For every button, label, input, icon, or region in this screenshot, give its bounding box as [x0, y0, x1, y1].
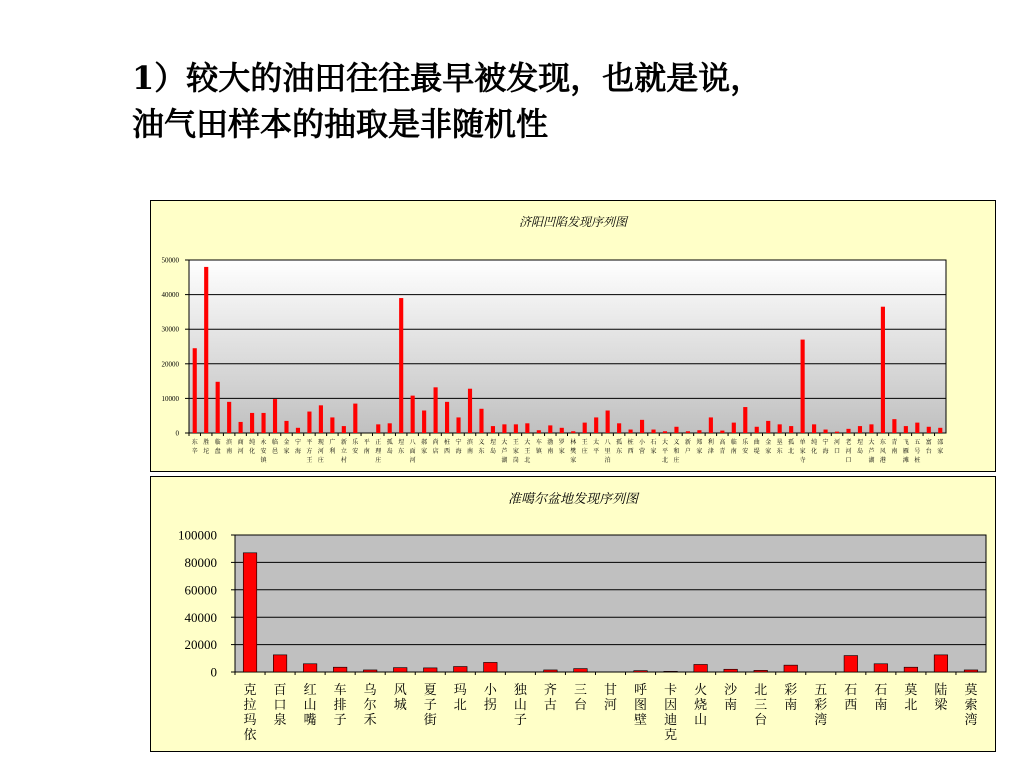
x-tick-label: 八面河 — [409, 439, 416, 464]
x-tick-label: 克拉玛依 — [243, 683, 257, 743]
bar — [778, 424, 782, 433]
x-tick-label: 桩西 — [444, 439, 451, 455]
bar — [454, 667, 468, 672]
x-tick-label: 玛北 — [453, 683, 467, 713]
bar — [537, 430, 541, 433]
x-tick-label: 临南 — [730, 439, 737, 455]
x-tick-label: 石南 — [874, 683, 888, 713]
x-tick-label: 新立村 — [340, 439, 347, 464]
bar — [754, 670, 768, 672]
bar — [617, 423, 621, 433]
x-tick-label: 郝家 — [421, 439, 428, 455]
bar — [720, 431, 724, 433]
bar — [399, 298, 403, 433]
x-tick-label: 埕岛 — [489, 439, 496, 455]
x-tick-label: 莫索湾 — [964, 683, 978, 728]
x-tick-label: 太平 — [593, 439, 600, 455]
bar — [663, 431, 667, 433]
x-tick-label: 三台 — [573, 683, 587, 713]
bar — [525, 423, 529, 433]
x-tick-label: 平南 — [363, 439, 370, 455]
bar — [574, 669, 588, 672]
bar — [333, 667, 347, 672]
bar — [239, 422, 243, 433]
x-tick-label: 临邑 — [272, 439, 279, 455]
x-tick-label: 石家 — [650, 439, 657, 455]
bar — [824, 430, 828, 433]
bar — [874, 664, 888, 672]
bar — [353, 404, 357, 433]
bar — [273, 655, 287, 672]
y-tick-label: 60000 — [184, 582, 217, 598]
x-tick-label: 老河口 — [845, 439, 852, 464]
bar — [445, 402, 449, 433]
x-tick-label: 临盘 — [214, 439, 221, 455]
x-tick-label: 曲堤 — [753, 439, 760, 455]
bar — [606, 411, 610, 433]
x-tick-label: 夏子街 — [423, 683, 437, 728]
x-tick-label: 宁海 — [822, 439, 829, 455]
x-tick-label: 义和庄 — [673, 439, 680, 464]
x-tick-label: 金家 — [283, 439, 290, 455]
x-tick-label: 王家岗 — [512, 439, 519, 464]
y-tick-label: 20000 — [184, 637, 217, 653]
bar — [812, 424, 816, 433]
x-tick-label: 红山嘴 — [303, 683, 317, 728]
bar — [904, 426, 908, 433]
x-tick-label: 大芦湖 — [868, 439, 875, 464]
x-tick-label: 乌尔禾 — [363, 683, 377, 728]
x-tick-label: 平方王 — [306, 439, 313, 464]
bar — [784, 665, 798, 672]
x-tick-label: 富台 — [925, 439, 932, 455]
x-tick-label: 车排子 — [333, 683, 347, 728]
bar — [766, 421, 770, 433]
bar — [342, 426, 346, 433]
bar — [544, 670, 558, 672]
x-tick-label: 孤东 — [616, 439, 623, 455]
x-tick-label: 宁海 — [455, 439, 462, 455]
y-tick-label: 80000 — [184, 554, 217, 570]
chart-title: 准噶尔盆地发现序列图 — [507, 492, 638, 507]
bar — [456, 417, 460, 433]
x-tick-label: 百口泉 — [273, 683, 287, 728]
bar — [844, 656, 858, 672]
y-tick-label: 30000 — [161, 325, 179, 334]
x-tick-label: 义东 — [478, 439, 485, 455]
bar — [216, 382, 220, 433]
y-tick-label: 100000 — [178, 527, 217, 543]
bar — [514, 424, 518, 433]
x-tick-label: 八里泊 — [604, 439, 611, 464]
bar — [594, 417, 598, 433]
x-tick-label: 彩南 — [784, 683, 798, 713]
bar — [686, 431, 690, 433]
bar — [927, 427, 931, 433]
x-tick-label: 王庄 — [581, 439, 588, 455]
bar — [479, 409, 483, 433]
x-tick-label: 石西 — [844, 683, 858, 713]
plot-area — [235, 535, 986, 672]
jiyang-discovery-chart — [150, 200, 996, 472]
bar — [284, 421, 288, 433]
x-tick-label: 乐安 — [742, 439, 749, 455]
bar — [743, 407, 747, 433]
bar — [583, 423, 587, 433]
x-tick-label: 邵家 — [937, 439, 944, 455]
x-tick-label: 渤南 — [547, 439, 554, 455]
bar — [388, 423, 392, 433]
x-tick-label: 商河 — [237, 439, 244, 455]
bar — [193, 348, 197, 433]
x-tick-label: 利津 — [707, 439, 714, 455]
x-tick-label: 莫北 — [904, 683, 918, 713]
bar — [869, 424, 873, 433]
x-tick-label: 火烧山 — [694, 683, 708, 728]
y-tick-label: 10000 — [161, 394, 179, 403]
x-tick-label: 桩西 — [627, 439, 634, 455]
bar — [881, 307, 885, 433]
x-tick-label: 呼图壁 — [634, 683, 648, 728]
bar — [801, 340, 805, 433]
x-tick-label: 飞雁滩 — [902, 439, 909, 464]
bar — [835, 432, 839, 433]
x-tick-label: 纯化 — [811, 439, 818, 455]
x-tick-label: 小营 — [639, 439, 646, 455]
x-tick-label: 车镇 — [535, 439, 542, 455]
plot-area — [189, 260, 946, 433]
bar — [651, 430, 655, 433]
bar — [571, 431, 575, 433]
bar — [303, 664, 317, 672]
bar — [634, 671, 648, 672]
x-tick-label: 小拐 — [483, 683, 497, 713]
y-tick-label: 50000 — [161, 256, 179, 265]
bar — [915, 423, 919, 433]
bar — [892, 419, 896, 433]
x-tick-label: 大平北 — [661, 439, 669, 464]
x-tick-label: 陆梁 — [934, 683, 948, 713]
bar — [789, 426, 793, 433]
y-tick-label: 0 — [210, 664, 217, 680]
bar — [330, 417, 334, 433]
x-tick-label: 正理庄 — [375, 439, 382, 464]
bar — [307, 412, 311, 433]
junggar-discovery-chart — [150, 476, 996, 752]
bar — [846, 429, 850, 433]
bar — [629, 430, 633, 433]
x-tick-label: 齐古 — [543, 683, 557, 713]
x-tick-label: 大芦湖 — [501, 439, 508, 464]
x-tick-label: 高青 — [719, 439, 726, 455]
bar — [502, 424, 506, 433]
x-tick-label: 青南 — [891, 439, 898, 455]
x-tick-label: 郑家 — [696, 439, 703, 455]
bar — [319, 405, 323, 433]
junggar-chart-svg — [151, 477, 997, 753]
bar — [697, 430, 701, 433]
bar — [491, 426, 495, 433]
x-tick-label: 垦东 — [776, 439, 783, 455]
bar — [393, 668, 407, 672]
bar — [904, 667, 918, 672]
bar — [724, 669, 738, 672]
bar — [227, 402, 231, 433]
bar — [694, 664, 708, 672]
x-tick-label: 单家寺 — [799, 439, 806, 464]
x-tick-label: 河口 — [834, 439, 841, 455]
slide-title-line-2: 油气田样本的抽取是非随机性 — [132, 105, 549, 143]
y-tick-label: 40000 — [184, 609, 217, 625]
x-tick-label: 甘河 — [603, 683, 618, 713]
bar — [411, 396, 415, 433]
bar — [964, 670, 978, 672]
x-tick-label: 孤岛 — [386, 439, 393, 455]
x-tick-label: 五彩湾 — [814, 683, 828, 728]
bar — [434, 387, 438, 433]
y-tick-label: 40000 — [161, 291, 179, 300]
x-tick-label: 林樊家 — [570, 439, 577, 464]
bar — [296, 428, 300, 433]
chart-title: 济阳凹陷发现序列图 — [518, 215, 627, 229]
x-tick-label: 北三台 — [754, 683, 768, 728]
bar — [640, 420, 644, 433]
x-tick-label: 孤北 — [788, 439, 795, 455]
bar — [261, 413, 265, 433]
bar — [858, 426, 862, 433]
x-tick-label: 宁海 — [294, 439, 301, 455]
x-tick-label: 罗家 — [558, 439, 565, 455]
slide-title-line-1: 1）较大的油田往往最早被发现，也就是说， — [132, 59, 763, 97]
bar — [424, 668, 438, 672]
x-tick-label: 卡因迪克 — [664, 683, 678, 743]
x-tick-label: 尚店 — [432, 439, 439, 455]
bar — [560, 428, 564, 433]
x-tick-label: 金家 — [765, 439, 772, 455]
jiyang-chart-svg — [151, 201, 997, 473]
slide-title — [132, 55, 952, 147]
x-tick-label: 纯化 — [249, 439, 256, 455]
x-tick-label: 现河庄 — [317, 439, 324, 464]
bar — [674, 427, 678, 433]
bar — [664, 671, 678, 672]
bar — [732, 423, 736, 433]
x-tick-label: 沙南 — [724, 683, 738, 713]
bar — [243, 553, 257, 672]
bar — [250, 413, 254, 433]
bar — [934, 655, 948, 672]
bar — [938, 428, 942, 433]
bar — [484, 662, 498, 672]
x-tick-label: 独山子 — [513, 683, 527, 728]
x-tick-label: 永安镇 — [260, 439, 267, 464]
bar — [422, 411, 426, 433]
x-tick-label: 五号桩 — [914, 439, 921, 464]
bar — [376, 424, 380, 433]
x-tick-label: 大王北 — [524, 439, 531, 464]
x-tick-label: 广利 — [329, 439, 336, 455]
y-tick-label: 0 — [175, 429, 179, 438]
bar — [755, 427, 759, 433]
x-tick-label: 东辛 — [191, 439, 198, 455]
x-tick-label: 埕岛 — [856, 439, 863, 455]
x-tick-label: 东风港 — [879, 439, 886, 464]
bar — [273, 399, 277, 433]
bar — [204, 267, 208, 433]
x-tick-label: 乐安 — [352, 439, 359, 455]
bar — [363, 670, 377, 672]
bar — [709, 417, 713, 433]
x-tick-label: 胜坨 — [203, 439, 210, 455]
x-tick-label: 滨南 — [466, 439, 474, 455]
x-tick-label: 新户 — [684, 439, 691, 455]
x-tick-label: 风城 — [393, 683, 407, 713]
y-tick-label: 20000 — [161, 360, 179, 369]
bar — [468, 389, 472, 433]
x-tick-label: 埕东 — [398, 439, 405, 455]
bar — [548, 425, 552, 433]
x-tick-label: 滨南 — [226, 439, 233, 455]
